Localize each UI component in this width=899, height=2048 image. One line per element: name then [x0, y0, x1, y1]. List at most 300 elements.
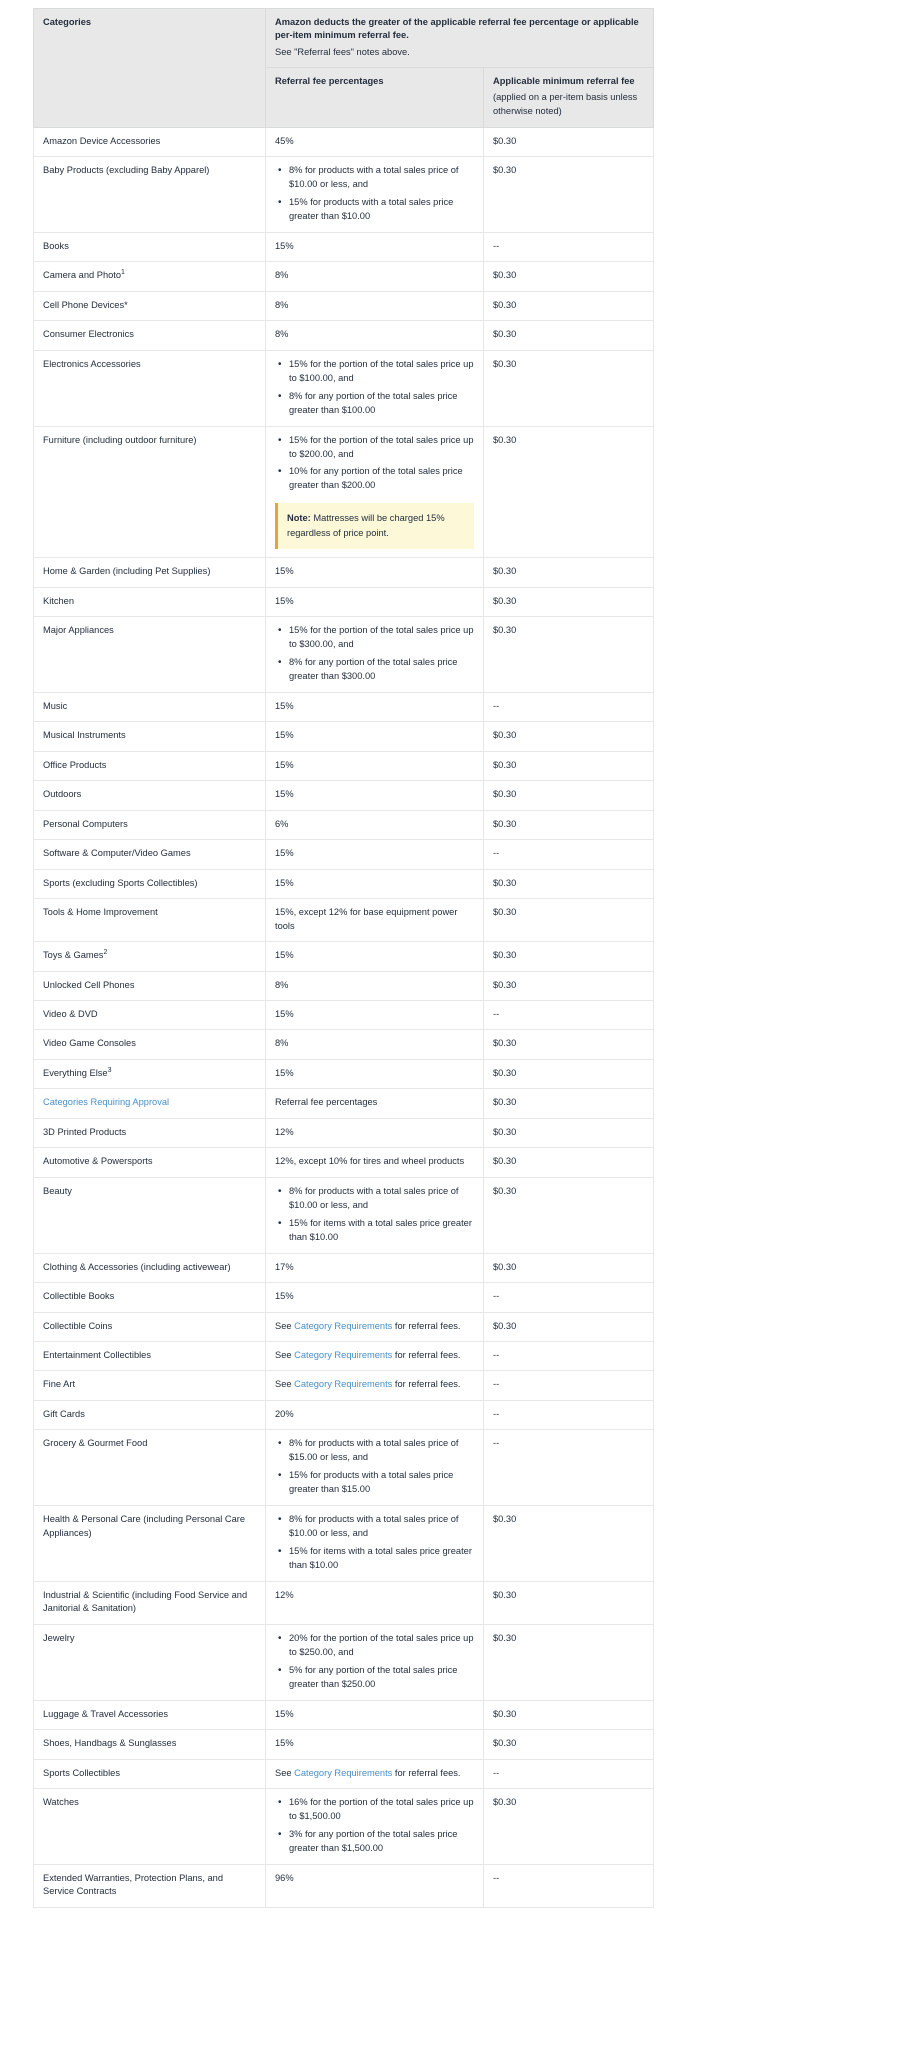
referral-fee-cell [266, 617, 484, 693]
category-label: Electronics Accessories [43, 358, 141, 369]
category-cell [34, 1759, 266, 1788]
column-header-minimum-fee [484, 68, 654, 127]
fee-bullet-item: • 8% for products with a total sales price of $15.00 or less, and [287, 1437, 474, 1465]
fee-value: 15% [275, 1738, 294, 1749]
minimum-fee-cell [484, 1283, 654, 1312]
minimum-fee-cell [484, 1700, 654, 1729]
table-body [34, 127, 654, 1907]
category-label: Cell Phone Devices* [43, 299, 128, 310]
table-row [34, 426, 654, 558]
minimum-fee-cell [484, 1177, 654, 1253]
category-label: Sports (excluding Sports Collectibles) [43, 877, 198, 888]
referral-fee-cell [266, 1312, 484, 1341]
fee-bullet-list [275, 434, 474, 494]
minimum-fee-cell [484, 781, 654, 810]
fee-bullet-item: • 15% for the portion of the total sales price up to $100.00, and [287, 358, 474, 386]
minimum-fee-cell [484, 899, 654, 942]
fee-bullet-item: • 8% for products with a total sales price of $10.00 or less, and [287, 164, 474, 192]
fee-bullet-item: • 8% for products with a total sales price of $10.00 or less, and [287, 1513, 474, 1541]
table-row [34, 1506, 654, 1582]
column-header-referral-fee: Referral fee percentages [266, 68, 484, 127]
fee-value: 12%, except 10% for tires and wheel products [275, 1156, 465, 1167]
category-label: Outdoors [43, 789, 82, 800]
minimum-fee-cell [484, 262, 654, 291]
minimum-fee-cell [484, 1400, 654, 1429]
referral-fee-cell [266, 558, 484, 587]
minimum-fee-value: -- [493, 1009, 500, 1019]
referral-fee-cell [266, 127, 484, 156]
minimum-fee-cell [484, 810, 654, 839]
fee-value: 15% [275, 789, 294, 800]
category-label: Unlocked Cell Phones [43, 979, 135, 990]
fee-link-suffix: for referral fees. [392, 1349, 461, 1360]
minimum-fee-cell [484, 1118, 654, 1147]
category-label: Industrial & Scientific (including Food Service and Janitorial & Sanitation) [43, 1589, 248, 1614]
minimum-fee-value: $0.30 [493, 1738, 517, 1749]
referral-fee-cell [266, 751, 484, 780]
category-cell [34, 840, 266, 869]
minimum-fee-cell [484, 426, 654, 558]
minimum-fee-cell [484, 942, 654, 971]
category-cell [34, 810, 266, 839]
table-row [34, 232, 654, 261]
fee-link-suffix: for referral fees. [392, 1320, 461, 1331]
minimum-fee-cell [484, 751, 654, 780]
fee-value: 45% [275, 135, 294, 146]
category-label: Video Game Consoles [43, 1038, 136, 1049]
fee-link-prefix: See [275, 1379, 295, 1390]
table-row [34, 1788, 654, 1864]
fee-value: 15% [275, 730, 294, 741]
category-link[interactable]: Categories Requiring Approval [43, 1097, 170, 1108]
category-label: Everything Else [43, 1067, 108, 1078]
table-row [34, 1430, 654, 1506]
fee-value: 15% [275, 700, 294, 711]
table-row [34, 1030, 654, 1059]
fee-value: 15% [275, 1067, 294, 1078]
category-label: Grocery & Gourmet Food [43, 1438, 148, 1449]
category-cell [34, 869, 266, 898]
category-cell [34, 1059, 266, 1088]
category-cell [34, 942, 266, 971]
minimum-fee-value: -- [493, 1408, 500, 1419]
minimum-fee-value: $0.30 [493, 329, 517, 340]
category-cell [34, 971, 266, 1000]
table-row [34, 1253, 654, 1282]
fee-bullet-list [275, 164, 474, 224]
referral-fee-cell [266, 1430, 484, 1506]
minimum-fee-cell [484, 1059, 654, 1088]
minimum-fee-value: $0.30 [493, 979, 517, 990]
category-footnote-marker: 1 [121, 269, 125, 277]
fee-value: 15% [275, 566, 294, 577]
fee-link-prefix: See [275, 1349, 295, 1360]
minimum-fee-cell [484, 840, 654, 869]
category-label: Office Products [43, 759, 107, 770]
minimum-fee-cell [484, 127, 654, 156]
minimum-fee-value: $0.30 [493, 1126, 517, 1137]
category-label: Software & Computer/Video Games [43, 848, 191, 859]
fee-bullet-list [275, 1437, 474, 1497]
category-cell [34, 1430, 266, 1506]
fee-value: 15% [275, 1291, 294, 1302]
fee-bullet-item: • 5% for any portion of the total sales price greater than $250.00 [287, 1664, 474, 1692]
category-cell [34, 291, 266, 320]
category-cell [34, 617, 266, 693]
fee-value: 8% [275, 979, 289, 990]
table-row [34, 1283, 654, 1312]
table-row [34, 262, 654, 291]
table-row [34, 617, 654, 693]
category-cell [34, 722, 266, 751]
referral-fee-cell [266, 840, 484, 869]
category-label: Consumer Electronics [43, 329, 134, 340]
table-row [34, 1089, 654, 1118]
note-label: Note: [287, 513, 311, 524]
referral-fee-page [0, 8, 899, 1908]
minimum-fee-cell [484, 1506, 654, 1582]
category-label: Watches [43, 1796, 79, 1807]
minimum-fee-cell [484, 617, 654, 693]
table-row [34, 1059, 654, 1088]
referral-fee-cell [266, 1253, 484, 1282]
category-requirements-link[interactable]: Category Requirements [294, 1320, 393, 1331]
fee-value: 8% [275, 270, 289, 281]
fee-bullet-item: • 20% for the portion of the total sales price up to $250.00, and [287, 1632, 474, 1660]
category-cell [34, 1400, 266, 1429]
category-label: Musical Instruments [43, 730, 126, 741]
category-cell [34, 1253, 266, 1282]
minimum-fee-value: $0.30 [493, 1038, 517, 1049]
referral-fee-cell [266, 1001, 484, 1030]
category-label: Automotive & Powersports [43, 1156, 153, 1167]
category-cell [34, 1506, 266, 1582]
referral-fee-cell [266, 587, 484, 616]
header-banner-sub: See "Referral fees" notes above. [275, 46, 410, 57]
minimum-fee-value: $0.30 [493, 730, 517, 741]
fee-value: 15% [275, 240, 294, 251]
referral-fee-cell [266, 1089, 484, 1118]
referral-fee-cell [266, 426, 484, 558]
referral-fee-cell [266, 321, 484, 350]
fee-value: 20% [275, 1408, 294, 1419]
referral-fee-cell [266, 1118, 484, 1147]
table-row [34, 869, 654, 898]
referral-fee-cell [266, 1759, 484, 1788]
category-label: Luggage & Travel Accessories [43, 1708, 169, 1719]
fee-bullet-item: • 15% for the portion of the total sales price up to $200.00, and [287, 434, 474, 462]
category-cell [34, 1624, 266, 1700]
fee-value: 15% [275, 595, 294, 606]
referral-fee-cell [266, 1059, 484, 1088]
category-label: Camera and Photo [43, 270, 122, 281]
fee-value: 15% [275, 950, 294, 961]
category-label: Personal Computers [43, 818, 128, 829]
referral-fee-cell [266, 869, 484, 898]
category-cell [34, 587, 266, 616]
category-label: Gift Cards [43, 1408, 85, 1419]
fee-bullet-item: • 10% for any portion of the total sales price greater than $200.00 [287, 465, 474, 493]
category-cell [34, 157, 266, 233]
category-cell [34, 1864, 266, 1907]
fee-bullet-list [275, 358, 474, 418]
fee-value: 8% [275, 299, 289, 310]
category-requirements-link[interactable]: Category Requirements [294, 1379, 393, 1390]
fee-value: 15% [275, 759, 294, 770]
category-label: Books [43, 240, 69, 251]
table-row [34, 899, 654, 942]
fee-value: 6% [275, 818, 289, 829]
table-row [34, 1864, 654, 1907]
table-row [34, 751, 654, 780]
minimum-fee-value: -- [493, 240, 500, 251]
minimum-fee-cell [484, 1001, 654, 1030]
category-cell [34, 751, 266, 780]
category-cell [34, 558, 266, 587]
referral-fee-cell [266, 1730, 484, 1759]
fee-bullet-item: • 16% for the portion of the total sales price up to $1,500.00 [287, 1796, 474, 1824]
minimum-fee-cell [484, 1148, 654, 1177]
category-cell [34, 1177, 266, 1253]
referral-fee-cell [266, 232, 484, 261]
header-banner-bold: Amazon deducts the greater of the applicable referral fee percentage or applicable per-item minimum referral fee. [275, 17, 639, 41]
minimum-fee-value: $0.30 [493, 759, 517, 770]
table-row [34, 1177, 654, 1253]
fee-bullet-item: • 15% for products with a total sales price greater than $15.00 [287, 1469, 474, 1497]
minimum-fee-value: $0.30 [493, 135, 517, 146]
fee-bullet-list [275, 624, 474, 684]
minimum-fee-cell [484, 1624, 654, 1700]
category-label: Music [43, 700, 68, 711]
category-label: Extended Warranties, Protection Plans, and Service Contracts [43, 1872, 224, 1897]
minimum-fee-value: $0.30 [493, 434, 517, 445]
category-label: Amazon Device Accessories [43, 135, 161, 146]
category-footnote-marker: 2 [103, 948, 108, 956]
minimum-fee-value: $0.30 [493, 299, 517, 310]
referral-fee-cell [266, 692, 484, 721]
referral-fee-cell [266, 810, 484, 839]
category-label: Tools & Home Improvement [43, 907, 158, 918]
fee-value: 15% [275, 848, 294, 859]
referral-fee-cell [266, 1177, 484, 1253]
category-requirements-link[interactable]: Category Requirements [294, 1349, 393, 1360]
category-cell [34, 1788, 266, 1864]
referral-fee-cell [266, 722, 484, 751]
minimum-fee-value: $0.30 [493, 358, 517, 369]
category-label: Clothing & Accessories (including activewear) [43, 1261, 231, 1272]
table-row [34, 1118, 654, 1147]
referral-fee-cell [266, 1864, 484, 1907]
category-requirements-link[interactable]: Category Requirements [294, 1767, 393, 1778]
table-row [34, 127, 654, 156]
category-cell [34, 1700, 266, 1729]
header-row-banner [34, 9, 654, 68]
category-label: Fine Art [43, 1379, 76, 1390]
fee-value: 15% [275, 1009, 294, 1019]
fee-link-prefix: See [275, 1320, 295, 1331]
referral-fee-cell [266, 781, 484, 810]
category-cell [34, 426, 266, 558]
minimum-fee-value: $0.30 [493, 1067, 517, 1078]
minimum-fee-cell [484, 587, 654, 616]
fee-value: 12% [275, 1589, 294, 1600]
minimum-fee-value: $0.30 [493, 818, 517, 829]
table-row [34, 157, 654, 233]
minimum-fee-cell [484, 1864, 654, 1907]
minimum-fee-value: $0.30 [493, 1514, 517, 1525]
category-label: 3D Printed Products [43, 1126, 127, 1137]
minimum-fee-value: $0.30 [493, 625, 517, 636]
referral-fee-cell [266, 1788, 484, 1864]
table-row [34, 1312, 654, 1341]
category-label: Toys & Games [43, 950, 104, 961]
referral-fee-cell [266, 1148, 484, 1177]
minimum-fee-value: $0.30 [493, 1589, 517, 1600]
minimum-fee-value: $0.30 [493, 165, 517, 176]
category-cell [34, 262, 266, 291]
table-row [34, 1400, 654, 1429]
table-row [34, 1148, 654, 1177]
minimum-fee-value: $0.30 [493, 1156, 517, 1167]
minimum-fee-cell [484, 291, 654, 320]
fee-value: 15%, except 12% for base equipment power tools [275, 907, 458, 931]
minimum-fee-value: $0.30 [493, 1632, 517, 1643]
table-row [34, 291, 654, 320]
category-label: Video & DVD [43, 1009, 98, 1019]
fee-bullet-list [275, 1796, 474, 1856]
category-cell [34, 1089, 266, 1118]
category-cell [34, 1371, 266, 1400]
category-label: Collectible Coins [43, 1320, 113, 1331]
minimum-fee-cell [484, 558, 654, 587]
minimum-fee-title: Applicable minimum referral fee [493, 76, 635, 87]
minimum-fee-value: $0.30 [493, 907, 517, 918]
category-cell [34, 1283, 266, 1312]
referral-fee-cell [266, 942, 484, 971]
table-row [34, 781, 654, 810]
minimum-fee-value: -- [493, 1379, 500, 1390]
referral-fee-cell [266, 350, 484, 426]
table-row [34, 692, 654, 721]
category-cell [34, 321, 266, 350]
referral-fee-cell [266, 1030, 484, 1059]
minimum-fee-value: $0.30 [493, 566, 517, 577]
fee-value: 96% [275, 1872, 294, 1883]
minimum-fee-cell [484, 1312, 654, 1341]
category-label: Major Appliances [43, 625, 114, 636]
minimum-fee-cell [484, 1759, 654, 1788]
minimum-fee-value: $0.30 [493, 1261, 517, 1272]
category-cell [34, 232, 266, 261]
category-label: Home & Garden (including Pet Supplies) [43, 566, 211, 577]
fee-bullet-list [275, 1185, 474, 1245]
table-row [34, 1001, 654, 1030]
minimum-fee-cell [484, 1581, 654, 1624]
referral-fee-cell [266, 1283, 484, 1312]
minimum-fee-cell [484, 1430, 654, 1506]
fee-bullet-item: • 15% for the portion of the total sales price up to $300.00, and [287, 624, 474, 652]
referral-fee-cell [266, 291, 484, 320]
category-label: Jewelry [43, 1632, 75, 1643]
referral-fee-cell [266, 1506, 484, 1582]
table-row [34, 1581, 654, 1624]
table-row [34, 810, 654, 839]
fee-bullet-item: • 8% for any portion of the total sales price greater than $100.00 [287, 390, 474, 418]
category-label: Beauty [43, 1185, 72, 1196]
fee-value: 12% [275, 1126, 294, 1137]
fee-value: 8% [275, 329, 289, 340]
note-text: Mattresses will be charged 15% regardless of price point. [287, 513, 445, 538]
table-row [34, 1759, 654, 1788]
minimum-fee-cell [484, 869, 654, 898]
header-banner [266, 9, 654, 68]
minimum-fee-cell [484, 1253, 654, 1282]
referral-fee-cell [266, 1400, 484, 1429]
table-row [34, 350, 654, 426]
fee-value: 15% [275, 877, 294, 888]
category-cell [34, 1581, 266, 1624]
minimum-fee-value: $0.30 [493, 950, 517, 961]
category-cell [34, 127, 266, 156]
minimum-fee-cell [484, 692, 654, 721]
minimum-fee-value: $0.30 [493, 1185, 517, 1196]
minimum-fee-cell [484, 1341, 654, 1370]
minimum-fee-value: -- [493, 1767, 500, 1778]
minimum-fee-cell [484, 1089, 654, 1118]
fee-value: 15% [275, 1708, 294, 1719]
category-label: Furniture (including outdoor furniture) [43, 434, 197, 445]
table-row [34, 321, 654, 350]
table-row [34, 1730, 654, 1759]
fee-bullet-list [275, 1513, 474, 1573]
fee-link-suffix: for referral fees. [392, 1767, 461, 1778]
referral-fee-cell [266, 1341, 484, 1370]
minimum-fee-value: $0.30 [493, 1320, 517, 1331]
category-cell [34, 899, 266, 942]
minimum-fee-cell [484, 1730, 654, 1759]
table-row [34, 971, 654, 1000]
fee-bullet-item: • 15% for products with a total sales price greater than $10.00 [287, 196, 474, 224]
referral-fee-cell [266, 262, 484, 291]
referral-fee-cell [266, 1581, 484, 1624]
column-header-categories: Categories [34, 9, 266, 128]
category-label: Shoes, Handbags & Sunglasses [43, 1738, 177, 1749]
minimum-fee-note: (applied on a per-item basis unless otherwise noted) [493, 91, 638, 116]
minimum-fee-value: $0.30 [493, 1097, 517, 1108]
minimum-fee-value: -- [493, 1438, 500, 1449]
minimum-fee-cell [484, 321, 654, 350]
minimum-fee-value: -- [493, 848, 500, 859]
fee-bullet-item: • 15% for items with a total sales price greater than $10.00 [287, 1545, 474, 1573]
minimum-fee-value: $0.30 [493, 1708, 517, 1719]
minimum-fee-cell [484, 971, 654, 1000]
table-row [34, 1700, 654, 1729]
fee-value: Referral fee percentages [275, 1097, 378, 1108]
table-row [34, 1371, 654, 1400]
referral-fee-cell [266, 1624, 484, 1700]
note-callout [275, 503, 474, 549]
category-label: Sports Collectibles [43, 1767, 120, 1778]
table-header [34, 9, 654, 128]
category-label: Entertainment Collectibles [43, 1349, 151, 1360]
category-cell [34, 692, 266, 721]
table-row [34, 1624, 654, 1700]
table-row [34, 1341, 654, 1370]
table-row [34, 587, 654, 616]
category-label: Collectible Books [43, 1291, 115, 1302]
minimum-fee-cell [484, 350, 654, 426]
category-cell [34, 1341, 266, 1370]
